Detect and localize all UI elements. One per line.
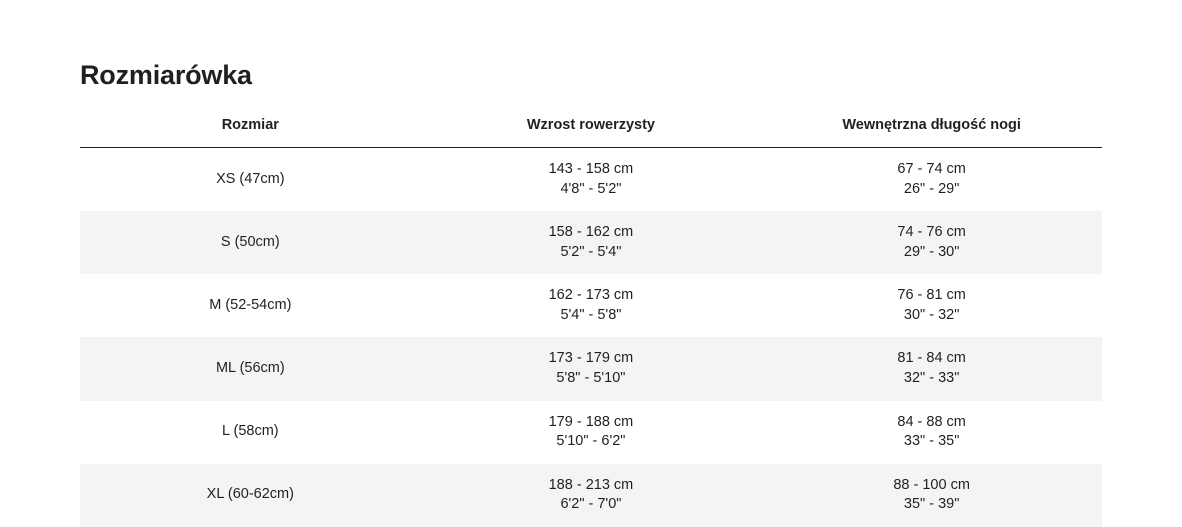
inseam-cm: 84 - 88 cm xyxy=(897,413,966,430)
table-body xyxy=(80,148,1102,527)
column-header-inseam-length: Wewnętrzna długość nogi xyxy=(761,111,1102,148)
table-header xyxy=(80,111,1102,148)
cell-rider-height xyxy=(421,148,762,212)
inseam-in: 35" - 39" xyxy=(903,496,960,513)
cell-rider-height xyxy=(421,401,762,464)
rider-height-ft: 5'4" - 5'8" xyxy=(560,306,622,323)
rider-height-ft: 5'10" - 6'2" xyxy=(556,433,626,450)
inseam-in: 29" - 30" xyxy=(903,243,960,260)
size-chart-table xyxy=(80,111,1102,527)
inseam-cm: 76 - 81 cm xyxy=(897,287,966,304)
table-row xyxy=(80,464,1102,527)
rider-height-cm: 188 - 213 cm xyxy=(548,476,634,493)
table-row xyxy=(80,211,1102,274)
cell-inseam xyxy=(761,337,1102,400)
rider-height-ft: 4'8" - 5'2" xyxy=(560,180,622,197)
inseam-cm: 88 - 100 cm xyxy=(893,476,970,493)
inseam-in: 33" - 35" xyxy=(903,433,960,450)
rider-height-cm: 173 - 179 cm xyxy=(548,350,634,367)
inseam-cm: 67 - 74 cm xyxy=(897,161,966,177)
column-header-rider-height: Wzrost rowerzysty xyxy=(421,111,762,148)
table-row xyxy=(80,401,1102,464)
rider-height-cm: 158 - 162 cm xyxy=(548,224,634,241)
cell-size: XL (60-62cm) xyxy=(80,464,421,527)
rider-height-cm: 162 - 173 cm xyxy=(548,287,634,304)
rider-height-cm: 179 - 188 cm xyxy=(548,413,634,430)
cell-inseam xyxy=(761,211,1102,274)
cell-inseam xyxy=(761,274,1102,337)
cell-size: S (50cm) xyxy=(80,211,421,274)
inseam-cm: 74 - 76 cm xyxy=(897,224,966,241)
inseam-in: 30" - 32" xyxy=(903,306,960,323)
cell-inseam xyxy=(761,401,1102,464)
table-row xyxy=(80,274,1102,337)
cell-rider-height xyxy=(421,464,762,527)
cell-inseam xyxy=(761,464,1102,527)
inseam-in: 32" - 33" xyxy=(903,369,960,386)
rider-height-ft: 5'8" - 5'10" xyxy=(556,369,626,386)
inseam-cm: 81 - 84 cm xyxy=(897,350,966,367)
cell-size: XS (47cm) xyxy=(216,170,285,187)
page-title: Rozmiarówka xyxy=(80,60,252,90)
cell-rider-height xyxy=(421,274,762,337)
rider-height-ft: 5'2" - 5'4" xyxy=(560,243,622,260)
table-row xyxy=(80,148,1102,212)
table-header-row xyxy=(80,111,1102,148)
rider-height-ft: 6'2" - 7'0" xyxy=(560,496,622,513)
column-header-size: Rozmiar xyxy=(80,111,421,148)
rider-height-cm: 143 - 158 cm xyxy=(548,161,634,177)
inseam-in: 26" - 29" xyxy=(903,180,960,197)
cell-size: L (58cm) xyxy=(221,423,279,440)
cell-size: M (52-54cm) xyxy=(209,297,292,314)
cell-rider-height xyxy=(421,211,762,274)
cell-inseam xyxy=(761,148,1102,212)
cell-rider-height xyxy=(421,337,762,400)
cell-size: ML (56cm) xyxy=(80,337,421,400)
table-row xyxy=(80,337,1102,400)
